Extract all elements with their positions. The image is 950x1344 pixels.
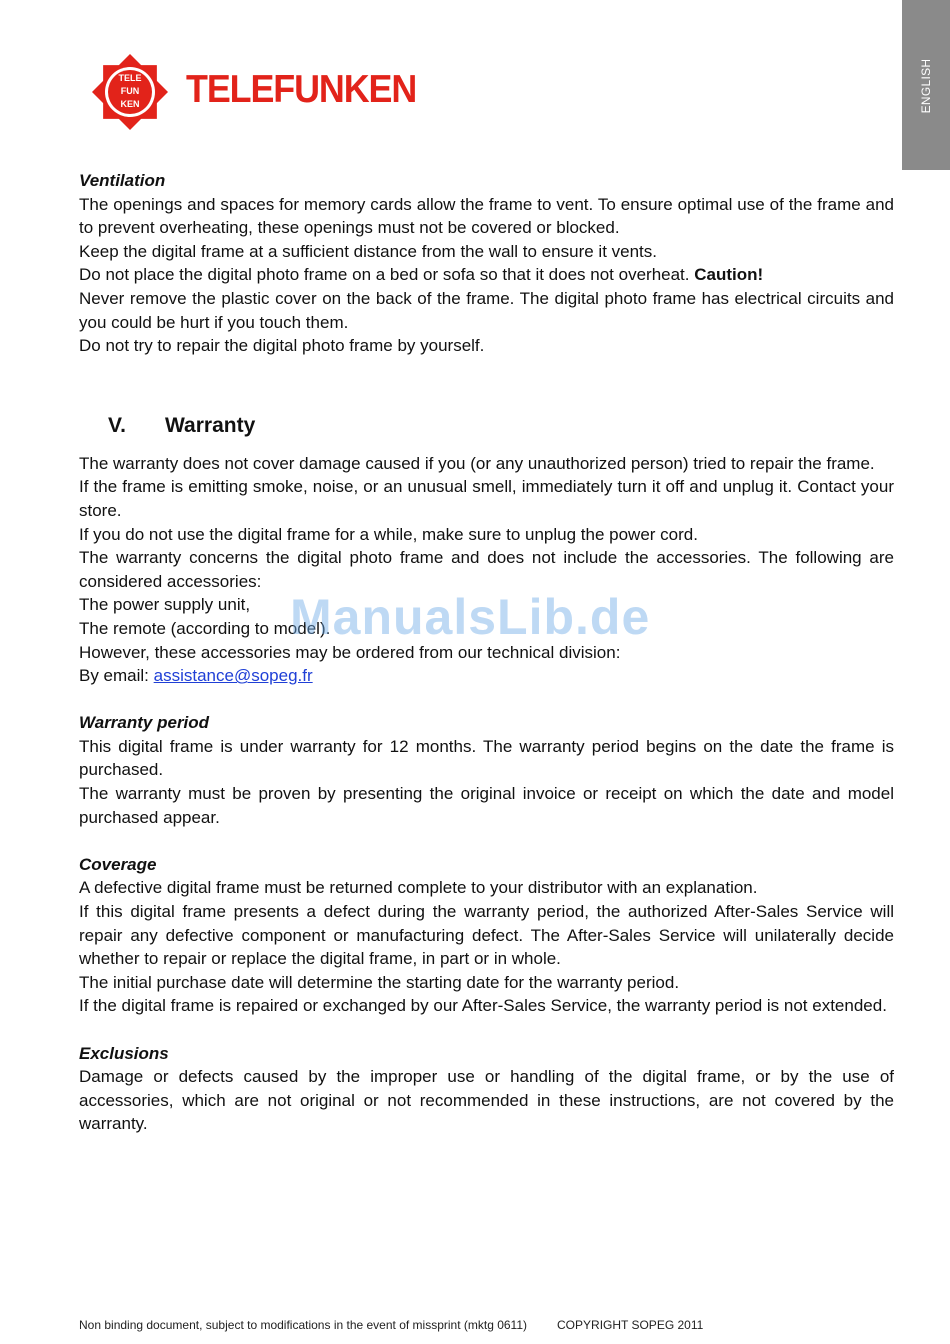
warranty-paragraph-2: If the frame is emitting smoke, noise, or an unusual smell, immediately turn it off and unplug it. Contact your store. [79, 477, 894, 520]
footer-copyright: COPYRIGHT SOPEG 2011 [557, 1318, 704, 1332]
warranty-period-heading: Warranty period [79, 713, 210, 733]
warranty-paragraph-7: However, these accessories may be ordered from our technical division: [79, 642, 621, 662]
coverage-paragraph-3: The initial purchase date will determine the starting date for the warranty period. [79, 972, 680, 992]
exclusions-heading: Exclusions [79, 1043, 169, 1063]
watermark: ManualsLib.de [290, 589, 651, 645]
footer-disclaimer: Non binding document, subject to modifications in the event of missprint (mktg 0611) [79, 1318, 528, 1332]
emblem-line-1: TELE [118, 73, 142, 83]
email-link[interactable]: assistance@sopeg.fr [153, 666, 313, 686]
ventilation-paragraph-3 [79, 263, 894, 287]
coverage-paragraph-2: If this digital frame presents a defect during the warranty period, the authorized After-Sales Service will repair any defective component or manufacturing defect. The After-Sales Service will unilaterally decide whether to repair or replace the digital frame, in part or in whole. [79, 902, 894, 969]
warranty-period-paragraph-2: The warranty must be proven by presenting the original invoice or receipt on which the date and model purchased appear. [79, 784, 894, 827]
section-number: V. [108, 414, 126, 437]
warranty-paragraph-6: The remote (according to model). [79, 618, 331, 638]
warranty-paragraph-4: The warranty concerns the digital photo frame and does not include the accessories. The following are considered accessories: [79, 548, 894, 591]
section-heading [108, 414, 255, 438]
exclusions-paragraph-1: Damage or defects caused by the improper use or handling of the digital frame, or by the use of accessories, which are not original or not recommended in these instructions, are not covered by the warranty. [79, 1067, 894, 1134]
ventilation-paragraph-1: The openings and spaces for memory cards allow the frame to vent. To ensure optimal use of the frame and to prevent overheating, these openings must not be covered or blocked. [79, 194, 894, 238]
section-title: Warranty [165, 414, 256, 437]
ventilation-paragraph-5: Do not try to repair the digital photo frame by yourself. [79, 336, 485, 356]
email-label: By email: [79, 666, 154, 686]
language-tab [902, 0, 950, 170]
coverage-paragraph-4: If the digital frame is repaired or exchanged by our After-Sales Service, the warranty period is not extended. [79, 996, 887, 1016]
ventilation-paragraph-2: Keep the digital frame at a sufficient distance from the wall to ensure it vents. [79, 241, 657, 261]
emblem-line-2: FUN [120, 86, 140, 96]
telefunken-logo [90, 52, 417, 130]
emblem-line-3: KEN [120, 99, 140, 109]
telefunken-emblem-icon [90, 52, 170, 132]
caution-label: Caution! [694, 265, 764, 285]
page-footer [79, 1318, 703, 1332]
warranty-paragraph-1: The warranty does not cover damage caused if you (or any unauthorized person) tried to repair the frame. [79, 453, 875, 473]
ventilation-heading: Ventilation [79, 171, 166, 190]
brand-wordmark: TELEFUNKEN [186, 68, 417, 111]
coverage-heading: Coverage [79, 854, 157, 874]
document-body [79, 169, 894, 1136]
ventilation-paragraph-4: Never remove the plastic cover on the back of the frame. The digital photo frame has electrical circuits and you could be hurt if you touch them. [79, 288, 894, 332]
coverage-paragraph-1: A defective digital frame must be returned complete to your distributor with an explanation. [79, 878, 758, 898]
warranty-paragraph-5: The power supply unit, [79, 595, 251, 615]
language-tab-label: ENGLISH [919, 58, 933, 114]
warranty-paragraph-3: If you do not use the digital frame for a while, make sure to unplug the power cord. [79, 524, 698, 544]
ventilation-paragraph-3-text: Do not place the digital photo frame on a bed or sofa so that it does not overheat. [79, 265, 690, 285]
warranty-period-paragraph-1: This digital frame is under warranty for 12 months. The warranty period begins on the date the frame is purchased. [79, 736, 894, 780]
email-line [79, 664, 894, 688]
